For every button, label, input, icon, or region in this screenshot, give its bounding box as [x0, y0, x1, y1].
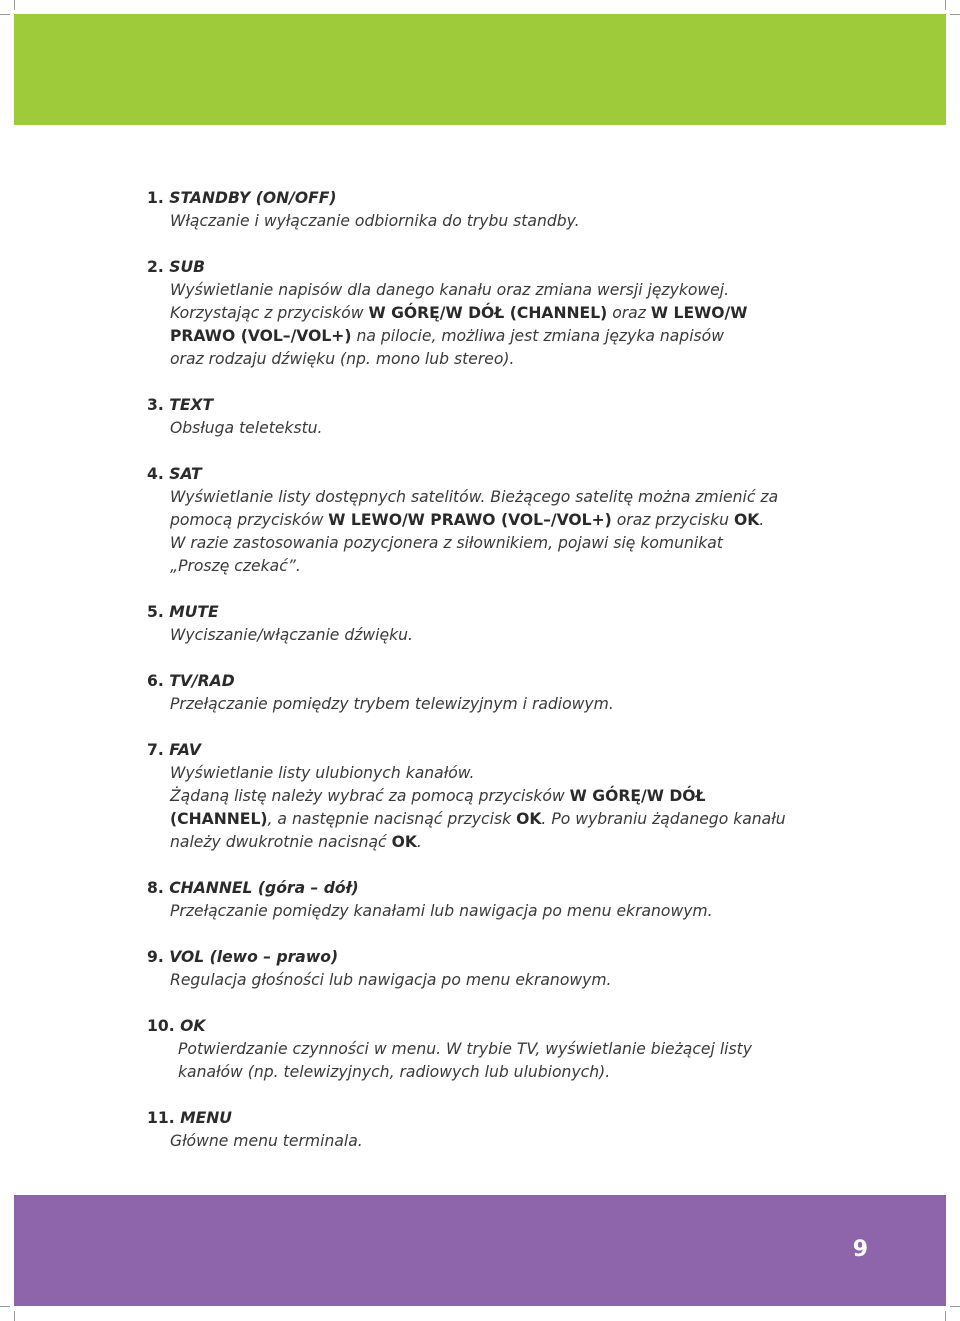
item-description: [147, 1038, 827, 1084]
text-run: Główne menu terminala.: [170, 1132, 363, 1150]
description-line: [170, 302, 827, 325]
text-run: oraz przycisku: [611, 511, 735, 529]
item-number: 7.: [147, 741, 164, 759]
description-line: [170, 900, 827, 923]
item-description: [147, 279, 827, 371]
list-item: [147, 601, 827, 647]
description-line: [170, 348, 827, 371]
item-description: [147, 624, 827, 647]
item-heading: [147, 739, 827, 762]
item-number: 5.: [147, 603, 164, 621]
item-heading: [147, 946, 827, 969]
text-run: oraz rodzaju dźwięku (np. mono lub stereo).: [170, 350, 515, 368]
text-run: Żądaną listę należy wybrać za pomocą przycisków: [170, 787, 570, 805]
text-run: Wyświetlanie listy dostępnych satelitów. Bieżącego satelitę można zmienić za: [170, 488, 779, 506]
list-item: [147, 739, 827, 854]
item-heading: [147, 670, 827, 693]
description-line: [170, 762, 827, 785]
button-name: MUTE: [169, 603, 219, 621]
key-reference: (CHANNEL): [170, 810, 268, 828]
text-run: Przełączanie pomiędzy trybem telewizyjnym i radiowym.: [170, 695, 614, 713]
crop-mark: [945, 0, 946, 10]
text-run: Włączanie i wyłączanie odbiornika do trybu standby.: [170, 212, 580, 230]
description-line: [170, 486, 827, 509]
item-heading: [147, 1107, 827, 1130]
list-item: [147, 670, 827, 716]
button-name: OK: [180, 1017, 206, 1035]
item-number: 10.: [147, 1017, 175, 1035]
list-item: [147, 1015, 827, 1084]
key-reference: W LEWO/W: [650, 304, 748, 322]
description-line: [170, 808, 827, 831]
item-heading: [147, 187, 827, 210]
key-reference: OK: [516, 810, 542, 828]
description-line: [170, 532, 827, 555]
crop-mark: [945, 1311, 946, 1321]
top-color-band: [14, 14, 946, 125]
item-description: [147, 762, 827, 854]
item-number: 3.: [147, 396, 164, 414]
item-number: 8.: [147, 879, 164, 897]
item-description: [147, 900, 827, 923]
item-number: 11.: [147, 1109, 175, 1127]
item-heading: [147, 877, 827, 900]
text-run: . Po wybraniu żądanego kanału: [541, 810, 786, 828]
list-item: [147, 463, 827, 578]
item-number: 4.: [147, 465, 164, 483]
bottom-color-band: [14, 1195, 946, 1306]
text-run: Regulacja głośności lub nawigacja po menu ekranowym.: [170, 971, 612, 989]
list-item: [147, 1107, 827, 1153]
text-run: Korzystając z przycisków: [170, 304, 369, 322]
description-line: [170, 325, 827, 348]
text-run: „Proszę czekać”.: [170, 557, 301, 575]
item-heading: [147, 394, 827, 417]
item-heading: [147, 256, 827, 279]
item-heading: [147, 1015, 827, 1038]
description-line: [170, 509, 827, 532]
description-line: [170, 969, 827, 992]
text-run: Potwierdzanie czynności w menu. W trybie TV, wyświetlanie bieżącej listy: [178, 1040, 752, 1058]
text-run: , a następnie nacisnąć przycisk: [267, 810, 517, 828]
text-run: kanałów (np. telewizyjnych, radiowych lub ulubionych).: [178, 1063, 611, 1081]
item-number: 9.: [147, 948, 164, 966]
button-name: TEXT: [169, 396, 214, 414]
description-line: [170, 1130, 827, 1153]
text-run: Wyświetlanie listy ulubionych kanałów.: [170, 764, 475, 782]
crop-mark: [950, 14, 960, 15]
button-name: STANDBY (ON/OFF): [169, 189, 337, 207]
description-line: [178, 1061, 827, 1084]
crop-mark: [14, 1311, 15, 1321]
description-line: [170, 210, 827, 233]
page-number: 9: [852, 1237, 868, 1262]
text-run: Wyciszanie/włączanie dźwięku.: [170, 626, 413, 644]
key-reference: OK: [734, 511, 760, 529]
item-description: [147, 969, 827, 992]
button-name: VOL (lewo – prawo): [169, 948, 339, 966]
crop-mark: [14, 0, 15, 10]
text-run: Obsługa teletekstu.: [170, 419, 323, 437]
item-heading: [147, 463, 827, 486]
list-item: [147, 946, 827, 992]
text-run: Wyświetlanie napisów dla danego kanału oraz zmiana wersji językowej.: [170, 281, 730, 299]
crop-mark: [950, 1306, 960, 1307]
item-number: 6.: [147, 672, 164, 690]
list-item: [147, 256, 827, 371]
text-run: .: [416, 833, 422, 851]
list-item: [147, 877, 827, 923]
text-run: oraz: [607, 304, 651, 322]
item-number: 2.: [147, 258, 164, 276]
button-name: FAV: [169, 741, 201, 759]
text-run: należy dwukrotnie nacisnąć: [170, 833, 392, 851]
description-line: [170, 624, 827, 647]
key-reference: W GÓRĘ/W DÓŁ: [569, 787, 706, 805]
item-description: [147, 1130, 827, 1153]
crop-mark: [0, 14, 10, 15]
list-item: [147, 394, 827, 440]
button-name: MENU: [180, 1109, 232, 1127]
description-line: [170, 831, 827, 854]
item-heading: [147, 601, 827, 624]
item-description: [147, 210, 827, 233]
description-line: [178, 1038, 827, 1061]
key-reference: PRAWO (VOL–/VOL+): [170, 327, 352, 345]
key-reference: W GÓRĘ/W DÓŁ (CHANNEL): [368, 304, 608, 322]
item-description: [147, 693, 827, 716]
text-run: Przełączanie pomiędzy kanałami lub nawigacja po menu ekranowym.: [170, 902, 713, 920]
remote-buttons-list: [147, 187, 827, 1176]
item-description: [147, 486, 827, 578]
description-line: [170, 279, 827, 302]
text-run: .: [759, 511, 765, 529]
description-line: [170, 693, 827, 716]
button-name: CHANNEL (góra – dół): [169, 879, 359, 897]
crop-mark: [0, 1306, 10, 1307]
list-item: [147, 187, 827, 233]
button-name: SUB: [169, 258, 205, 276]
key-reference: W LEWO/W PRAWO (VOL–/VOL+): [328, 511, 612, 529]
button-name: TV/RAD: [169, 672, 235, 690]
text-run: pomocą przycisków: [170, 511, 329, 529]
description-line: [170, 417, 827, 440]
key-reference: OK: [391, 833, 417, 851]
description-line: [170, 555, 827, 578]
text-run: na pilocie, możliwa jest zmiana języka napisów: [351, 327, 724, 345]
button-name: SAT: [169, 465, 202, 483]
text-run: W razie zastosowania pozycjonera z siłownikiem, pojawi się komunikat: [170, 534, 723, 552]
item-number: 1.: [147, 189, 164, 207]
description-line: [170, 785, 827, 808]
item-description: [147, 417, 827, 440]
